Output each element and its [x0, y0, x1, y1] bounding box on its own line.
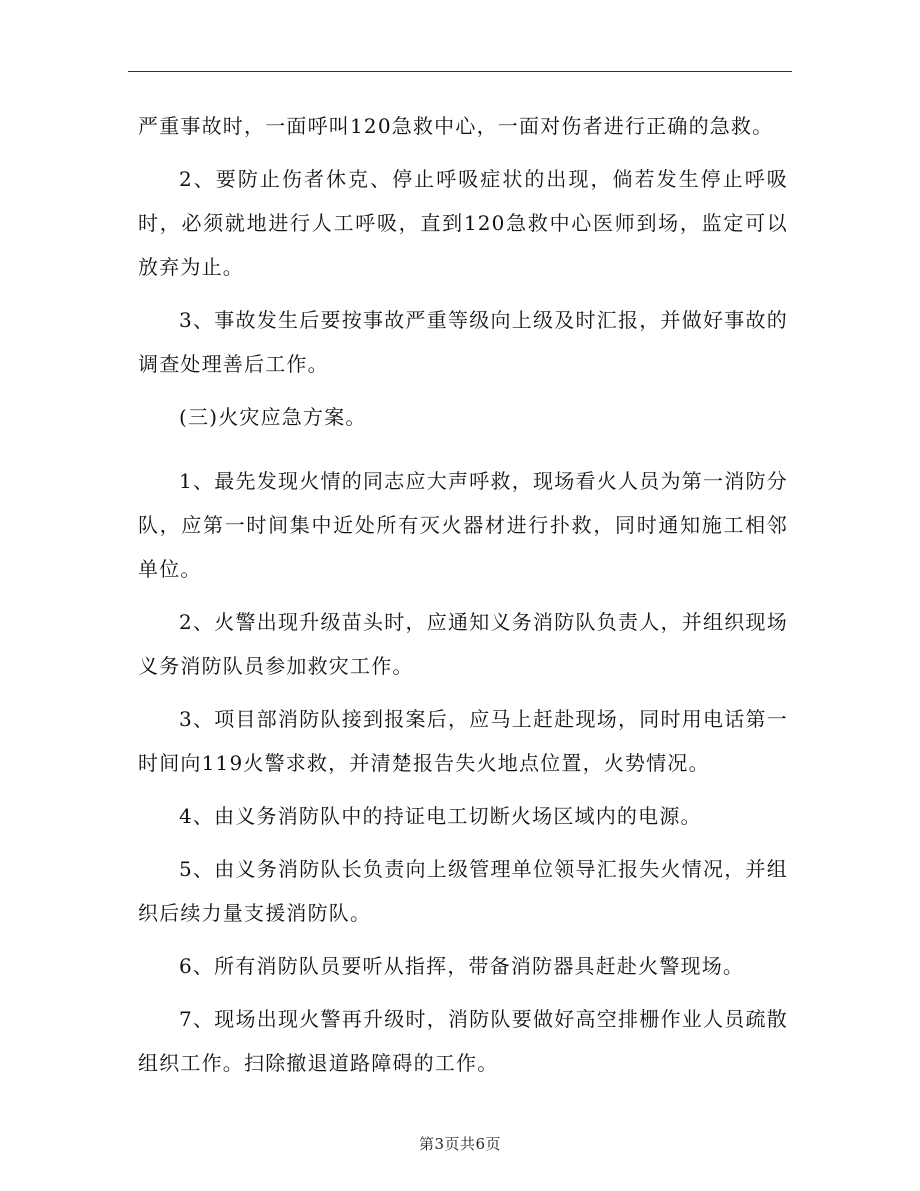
header-rule [128, 71, 792, 72]
paragraph-fire-item-1: 1、最先发现火情的同志应大声呼救，现场看火人员为第一消防分队，应第一时间集中近处所有灭火器材进行扑救，同时通知施工相邻单位。 [138, 469, 788, 581]
paragraph-fire-item-5: 5、由义务消防队长负责向上级管理单位领导汇报失火情况，并组织后续力量支援消防队。 [138, 857, 788, 925]
section-heading-fire-plan: (三)火灾应急方案。 [179, 405, 367, 429]
paragraph-item-3-reporting: 3、事故发生后要按事故严重等级向上级及时汇报，并做好事故的调查处理善后工作。 [138, 308, 788, 376]
paragraph-continuation: 严重事故时，一面呼叫120急救中心，一面对伤者进行正确的急救。 [138, 114, 774, 138]
paragraph-item-2-first-aid: 2、要防止伤者休克、停止呼吸症状的出现，倘若发生停止呼吸时，必须就地进行人工呼吸，直到120急救中心医师到场，监定可以放弃为止。 [138, 167, 788, 279]
paragraph-fire-item-7: 7、现场出现火警再升级时，消防队要做好高空排栅作业人员疏散组织工作。扫除撤退道路障碍的工作。 [138, 1007, 788, 1075]
paragraph-fire-item-6: 6、所有消防队员要听从指挥，带备消防器具赶赴火警现场。 [179, 954, 745, 978]
paragraph-fire-item-4: 4、由义务消防队中的持证电工切断火场区域内的电源。 [179, 804, 702, 828]
paragraph-fire-item-2: 2、火警出现升级苗头时，应通知义务消防队负责人，并组织现场义务消防队员参加救灾工作。 [138, 610, 788, 678]
page-number: 第3页共6页 [418, 1135, 502, 1153]
document-body [138, 104, 788, 1085]
paragraph-fire-item-3: 3、项目部消防队接到报案后，应马上赶赴现场，同时用电话第一时间向119火警求救，并清楚报告失火地点位置，火势情况。 [138, 707, 788, 775]
